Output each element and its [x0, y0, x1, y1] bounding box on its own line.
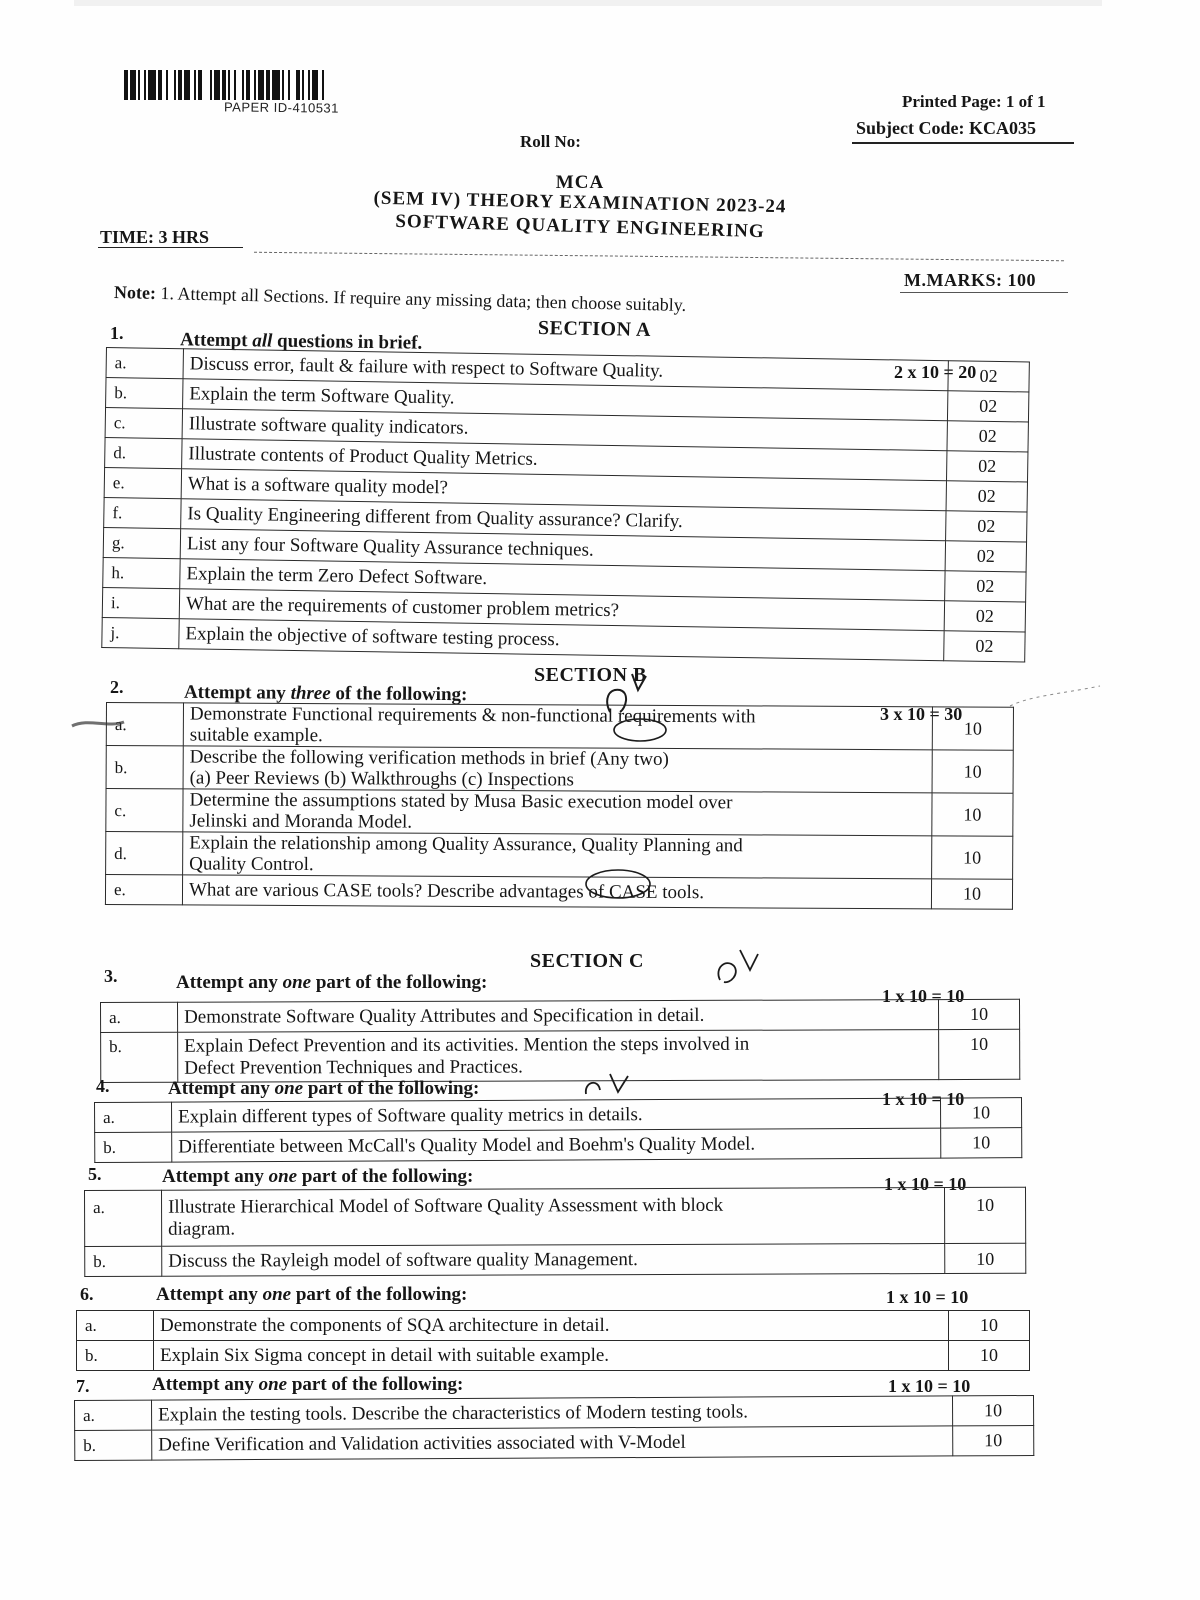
question-text — [178, 1030, 939, 1083]
paper-id: PAPER ID-410531 — [223, 99, 340, 116]
pen-scribble-mark — [700, 940, 780, 1000]
question-marks: 10 — [938, 999, 1019, 1029]
question-5-instruction — [162, 1166, 473, 1188]
instruction-emphasis: one — [274, 1078, 304, 1099]
barcode-bar — [130, 70, 136, 100]
barcode-bar — [296, 70, 300, 100]
barcode-bar — [288, 70, 290, 100]
table-row — [106, 789, 1013, 837]
instruction-emphasis: one — [282, 972, 312, 993]
question-5-number: 5. — [88, 1164, 102, 1184]
question-line: Explain Defect Prevention and its activities. Mention the steps involved in — [184, 1033, 750, 1057]
question-text: Illustrate contents of Product Quality Metrics. — [182, 439, 947, 481]
question-3-number: 3. — [104, 966, 118, 986]
table-row — [77, 1311, 1030, 1341]
instruction-text: part of the following: — [291, 1284, 468, 1305]
question-marks: 10 — [932, 793, 1013, 836]
barcode-bar — [138, 70, 140, 100]
barcode-bar — [322, 70, 324, 100]
question-label: h. — [103, 557, 180, 588]
barcode-bar — [282, 70, 284, 100]
barcode-bar — [144, 70, 146, 100]
roll-no-label: Roll No: — [520, 132, 581, 151]
instruction-emphasis: one — [258, 1374, 288, 1395]
instruction-emphasis: one — [262, 1284, 292, 1305]
table-row — [75, 1425, 1034, 1460]
exam-note — [114, 282, 687, 316]
question-line: (a) Peer Reviews (b) Walkthroughs (c) Inspections — [189, 767, 574, 791]
subject-code-underline — [852, 142, 1074, 144]
question-line: Jelinski and Moranda Model. — [189, 810, 413, 833]
question-line: What are various CASE tools? Describe advantages of CASE tools. — [188, 879, 705, 904]
question-text — [183, 746, 932, 793]
instruction-text: Attempt any — [183, 681, 291, 704]
question-5-table — [84, 1187, 1026, 1277]
table-row — [85, 1187, 1026, 1246]
instruction-emphasis: one — [268, 1166, 298, 1187]
question-label: c. — [106, 789, 183, 832]
question-7-instruction — [152, 1374, 463, 1396]
question-text: Explain the testing tools. Describe the characteristics of Modern testing tools. — [152, 1396, 953, 1430]
question-text — [183, 789, 932, 836]
instruction-text: part of the following: — [303, 1078, 480, 1099]
instruction-text: part of the following: — [287, 1374, 464, 1395]
question-line: Explain the relationship among Quality Assurance, Quality Planning and — [189, 832, 743, 857]
question-line: Quality Control. — [189, 853, 314, 876]
question-label: g. — [103, 527, 180, 558]
question-label: b. — [77, 1341, 154, 1371]
question-3-table — [100, 999, 1020, 1083]
question-text — [162, 1187, 945, 1246]
question-label: i. — [102, 587, 179, 618]
barcode-bar — [308, 70, 310, 100]
barcode-bar — [166, 70, 168, 100]
question-label: d. — [106, 832, 183, 875]
question-marks: 10 — [940, 1098, 1021, 1128]
question-7-number: 7. — [76, 1376, 90, 1396]
question-label: d. — [105, 437, 182, 468]
question-label: a. — [85, 1190, 162, 1246]
question-text: Explain different types of Software quality metrics in details. — [172, 1098, 941, 1132]
question-text: Is Quality Engineering different from Quality assurance? Clarify. — [181, 499, 946, 541]
question-text: Demonstrate the components of SQA architecture in detail. — [154, 1311, 949, 1341]
question-marks: 02 — [948, 361, 1029, 392]
question-marks: 02 — [947, 391, 1028, 422]
header-divider — [254, 252, 1064, 261]
question-marks: 02 — [947, 421, 1028, 452]
question-4-marks: 1 x 10 = 10 — [882, 1089, 965, 1109]
barcode-bar — [312, 70, 318, 100]
question-label: b. — [101, 1032, 178, 1082]
question-text: What is a software quality model? — [181, 469, 946, 511]
question-text — [182, 875, 931, 909]
barcode-bar — [124, 70, 128, 100]
question-text — [183, 703, 932, 750]
question-label: b. — [85, 1246, 162, 1276]
subject-code: Subject Code: KCA035 — [856, 118, 1036, 138]
section-a-title: SECTION A — [537, 317, 652, 341]
time-underline — [98, 247, 243, 248]
question-text: Explain the term Software Quality. — [183, 379, 948, 421]
question-line: Defect Prevention Techniques and Practices. — [184, 1056, 523, 1079]
question-marks: 02 — [944, 601, 1025, 632]
barcode-bar — [222, 70, 226, 100]
table-row — [105, 875, 1012, 910]
question-text: Differentiate between McCall's Quality Model and Boehm's Quality Model. — [172, 1128, 941, 1162]
question-4-number: 4. — [96, 1076, 110, 1096]
question-4-table — [94, 1097, 1022, 1163]
section-c-title: SECTION C — [530, 950, 644, 972]
question-label: e. — [105, 875, 182, 905]
table-row — [85, 1243, 1026, 1276]
question-label: a. — [77, 1311, 154, 1341]
barcode-bar — [194, 70, 196, 100]
barcode-bar — [214, 70, 220, 100]
question-3-marks: 1 x 10 = 10 — [882, 986, 965, 1006]
instruction-text: Attempt — [179, 329, 253, 352]
instruction-text: Attempt any — [176, 972, 283, 993]
question-line: suitable example. — [189, 724, 323, 747]
question-text: Discuss error, fault & failure with respect to Software Quality. — [183, 349, 948, 391]
barcode-bar — [254, 70, 256, 100]
instruction-text: questions in brief. — [272, 330, 423, 354]
question-label: b. — [75, 1430, 152, 1460]
question-6-number: 6. — [80, 1284, 94, 1304]
question-marks: 10 — [939, 1029, 1020, 1079]
question-marks: 10 — [932, 707, 1013, 750]
question-label: a. — [106, 348, 183, 379]
question-marks: 10 — [953, 1425, 1034, 1455]
question-label: a. — [106, 703, 183, 746]
table-row — [106, 832, 1013, 880]
question-label: e. — [104, 467, 181, 498]
table-row — [106, 746, 1013, 794]
question-label: a. — [95, 1102, 172, 1132]
table-row — [95, 1128, 1022, 1163]
question-label: b. — [95, 1132, 172, 1162]
question-text — [183, 832, 932, 879]
question-marks: 10 — [952, 1395, 1033, 1425]
barcode-bar — [198, 70, 202, 100]
question-4-instruction — [168, 1078, 479, 1100]
question-text: Explain the objective of software testing process. — [179, 619, 944, 661]
barcode-bar — [148, 70, 156, 100]
subject-title: SOFTWARE QUALITY ENGINEERING — [395, 210, 765, 243]
question-2-marks: 3 x 10 = 30 — [880, 704, 963, 724]
time-allowed: TIME: 3 HRS — [100, 227, 210, 247]
barcode-bar — [228, 70, 230, 100]
question-text: Explain Six Sigma concept in detail with suitable example. — [154, 1341, 949, 1371]
question-6-marks: 1 x 10 = 10 — [886, 1287, 969, 1307]
question-marks: 02 — [946, 511, 1027, 542]
instruction-text: Attempt any — [152, 1374, 259, 1395]
question-text: List any four Software Quality Assurance techniques. — [180, 529, 945, 571]
scan-top-edge — [74, 0, 1102, 6]
printed-page: Printed Page: 1 of 1 — [902, 92, 1046, 111]
table-row — [95, 1098, 1022, 1133]
max-marks-underline — [900, 292, 1068, 293]
barcode-bar — [242, 70, 244, 100]
question-label: a. — [101, 1002, 178, 1032]
question-text: Demonstrate Software Quality Attributes and Specification in detail. — [178, 1000, 939, 1033]
question-marks: 10 — [931, 879, 1012, 909]
section-b-table — [105, 702, 1014, 910]
section-a-table — [101, 347, 1030, 662]
barcode-bar — [174, 70, 176, 100]
question-text: Illustrate software quality indicators. — [182, 409, 947, 451]
instruction-emphasis: all — [252, 330, 273, 352]
question-text: What are the requirements of customer problem metrics? — [179, 589, 944, 631]
note-label: Note: — [113, 282, 157, 303]
question-1-number: 1. — [110, 323, 124, 343]
barcode-bar — [258, 70, 264, 100]
question-text: Explain the term Zero Defect Software. — [180, 559, 945, 601]
barcode-bar — [234, 70, 236, 100]
table-row — [77, 1341, 1030, 1371]
question-text: Define Verification and Validation activities associated with V-Model — [152, 1426, 953, 1460]
table-row — [101, 1029, 1020, 1082]
question-6-table — [76, 1310, 1030, 1371]
question-marks: 02 — [947, 451, 1028, 482]
question-marks: 10 — [949, 1341, 1030, 1371]
question-1-marks: 2 x 10 = 20 — [894, 362, 977, 382]
question-marks: 02 — [946, 481, 1027, 512]
question-line: Demonstrate Functional requirements & non-functional requirements with — [189, 703, 756, 728]
instruction-text: Attempt any — [168, 1078, 275, 1099]
question-label: f. — [104, 497, 181, 528]
question-marks: 10 — [932, 836, 1013, 879]
question-marks: 02 — [945, 571, 1026, 602]
exam-title: (SEM IV) THEORY EXAMINATION 2023-24 — [373, 187, 787, 218]
question-7-marks: 1 x 10 = 10 — [888, 1376, 971, 1396]
question-line: Determine the assumptions stated by Musa Basic execution model over — [189, 789, 733, 814]
question-line: Describe the following verification methods in brief (Any two) — [189, 746, 669, 770]
barcode-bar — [184, 70, 190, 100]
question-3-instruction — [176, 972, 487, 994]
question-line: diagram. — [168, 1217, 236, 1240]
question-marks: 10 — [945, 1243, 1026, 1273]
question-marks: 10 — [949, 1311, 1030, 1341]
barcode-bar — [158, 70, 162, 100]
question-marks: 02 — [944, 631, 1025, 662]
question-marks: 10 — [944, 1187, 1025, 1243]
question-line: Illustrate Hierarchical Model of Software Quality Assessment with block — [168, 1194, 724, 1218]
barcode-bar — [210, 70, 212, 100]
instruction-text: Attempt any — [162, 1166, 269, 1187]
smudge-mark — [1000, 676, 1110, 726]
question-marks: 02 — [945, 541, 1026, 572]
course-title: MCA — [555, 172, 605, 193]
question-5-marks: 1 x 10 = 10 — [884, 1174, 967, 1194]
note-text: 1. Attempt all Sections. If require any missing data; then choose suitably. — [160, 283, 687, 315]
table-row — [101, 999, 1020, 1032]
instruction-text: part of the following: — [311, 972, 488, 993]
question-label: b. — [106, 746, 183, 789]
instruction-text: of the following: — [330, 683, 468, 706]
question-2-number: 2. — [110, 677, 124, 697]
question-marks: 10 — [941, 1128, 1022, 1158]
table-row — [106, 703, 1013, 751]
barcode-bar — [302, 70, 304, 100]
question-label: j. — [102, 617, 179, 648]
max-marks: M.MARKS: 100 — [904, 270, 1036, 290]
question-label: a. — [75, 1400, 152, 1430]
barcode-bar — [246, 70, 250, 100]
instruction-text: part of the following: — [297, 1166, 474, 1187]
question-marks: 10 — [932, 750, 1013, 793]
instruction-text: Attempt any — [156, 1284, 263, 1305]
question-label: c. — [105, 408, 182, 439]
barcode-bar — [266, 70, 270, 100]
question-6-instruction — [156, 1284, 467, 1306]
question-label: b. — [106, 378, 183, 409]
question-7-table — [74, 1395, 1034, 1461]
barcode-bar — [272, 70, 280, 100]
section-b-title: SECTION B — [534, 664, 647, 686]
instruction-emphasis: three — [290, 682, 331, 705]
barcode-bar — [178, 70, 182, 100]
question-text: Discuss the Rayleigh model of software quality Management. — [162, 1243, 945, 1276]
